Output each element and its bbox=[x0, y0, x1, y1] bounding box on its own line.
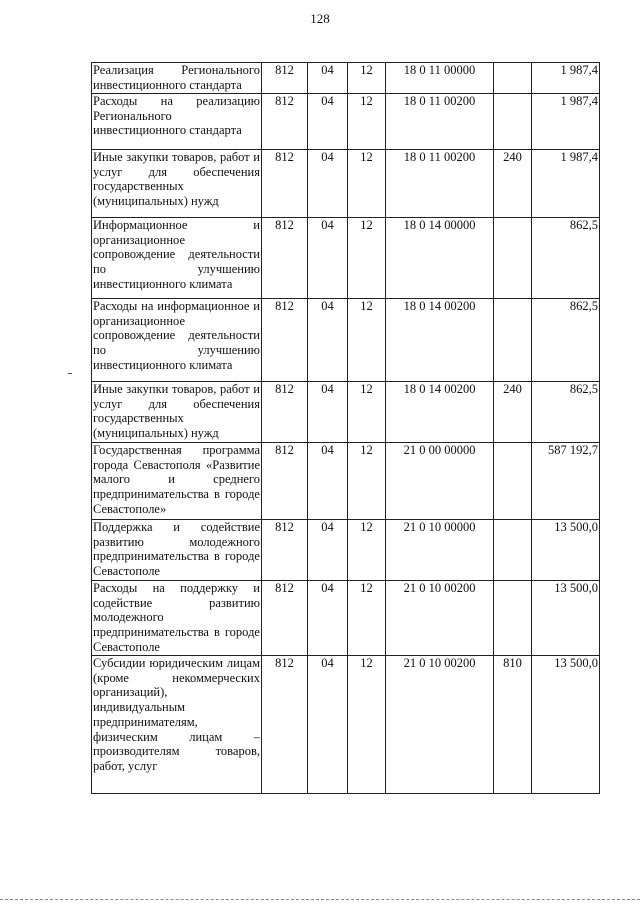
grbs-code: 812 bbox=[262, 520, 308, 581]
item-name: Реализация Регионального инвестиционного стандарта bbox=[93, 63, 260, 92]
section-code: 04 bbox=[308, 218, 348, 299]
amount: 862,5 bbox=[532, 299, 600, 382]
target-article-code: 18 0 11 00200 bbox=[386, 150, 494, 218]
amount: 13 500,0 bbox=[532, 656, 600, 794]
item-name: Расходы на реализацию Регионального инвестиционного стандарта bbox=[92, 94, 262, 150]
table-row bbox=[92, 382, 600, 443]
section-code: 04 bbox=[308, 656, 348, 794]
section-code: 04 bbox=[308, 520, 348, 581]
amount: 587 192,7 bbox=[532, 443, 600, 520]
item-name: Иные закупки товаров, работ и услуг для обеспечения государственных (муниципальных) нужд bbox=[92, 382, 262, 443]
grbs-code: 812 bbox=[262, 63, 308, 94]
item-name: Расходы на поддержку и содействие развитию молодежного предпринимательства в городе Севастополе bbox=[93, 581, 260, 654]
subsection-code: 12 bbox=[348, 94, 386, 150]
section-code: 04 bbox=[308, 581, 348, 656]
grbs-code: 812 bbox=[262, 581, 308, 656]
table-row bbox=[92, 656, 600, 794]
subsection-code: 12 bbox=[348, 63, 386, 94]
section-code: 04 bbox=[308, 150, 348, 218]
expense-type-code bbox=[494, 94, 532, 150]
expense-type-code: 240 bbox=[494, 150, 532, 218]
section-code: 04 bbox=[308, 94, 348, 150]
subsection-code: 12 bbox=[348, 443, 386, 520]
amount: 1 987,4 bbox=[532, 63, 600, 94]
target-article-code: 18 0 11 00000 bbox=[386, 63, 494, 94]
section-code: 04 bbox=[308, 299, 348, 382]
grbs-code: 812 bbox=[262, 299, 308, 382]
amount: 1 987,4 bbox=[532, 150, 600, 218]
item-name: Иные закупки товаров, работ и услуг для обеспечения государственных (муниципальных) нужд bbox=[92, 150, 262, 218]
expense-type-code: 240 bbox=[494, 382, 532, 443]
amount: 862,5 bbox=[532, 382, 600, 443]
scan-edge-line bbox=[0, 899, 640, 900]
subsection-code: 12 bbox=[348, 520, 386, 581]
target-article-code: 21 0 00 00000 bbox=[386, 443, 494, 520]
table-row bbox=[92, 63, 600, 94]
table-row bbox=[92, 520, 600, 581]
target-article-code: 18 0 14 00200 bbox=[386, 382, 494, 443]
budget-table-body bbox=[92, 63, 600, 794]
table-row bbox=[92, 581, 600, 656]
expense-type-code bbox=[494, 218, 532, 299]
target-article-code: 18 0 14 00000 bbox=[386, 218, 494, 299]
section-code: 04 bbox=[308, 443, 348, 520]
grbs-code: 812 bbox=[262, 218, 308, 299]
amount: 13 500,0 bbox=[532, 520, 600, 581]
grbs-code: 812 bbox=[262, 94, 308, 150]
subsection-code: 12 bbox=[348, 656, 386, 794]
subsection-code: 12 bbox=[348, 581, 386, 656]
section-code: 04 bbox=[308, 382, 348, 443]
target-article-code: 18 0 11 00200 bbox=[386, 94, 494, 150]
expense-type-code bbox=[494, 581, 532, 656]
budget-table bbox=[91, 62, 600, 794]
amount: 862,5 bbox=[532, 218, 600, 299]
item-name: Субсидии юридическим лицам (кроме некоммерческих организаций), индивидуальным предпринимателям, физическим лицам – производителям товаров, работ, услуг bbox=[92, 656, 262, 794]
subsection-code: 12 bbox=[348, 150, 386, 218]
item-name: Поддержка и содействие развитию молодежного предпринимательства в городе Севастополе bbox=[92, 520, 262, 581]
table-row bbox=[92, 150, 600, 218]
table-row bbox=[92, 94, 600, 150]
section-code: 04 bbox=[308, 63, 348, 94]
item-name: Государственная программа города Севастополя «Развитие малого и среднего предпринимательства в городе Севастополе» bbox=[92, 443, 262, 520]
table-row bbox=[92, 443, 600, 520]
grbs-code: 812 bbox=[262, 656, 308, 794]
table-row bbox=[92, 218, 600, 299]
subsection-code: 12 bbox=[348, 382, 386, 443]
subsection-code: 12 bbox=[348, 218, 386, 299]
expense-type-code bbox=[494, 299, 532, 382]
item-name: Информационное и организационное сопровождение деятельности по улучшению инвестиционного климата bbox=[92, 218, 262, 299]
grbs-code: 812 bbox=[262, 443, 308, 520]
item-name: Расходы на информационное и организационное сопровождение деятельности по улучшению инвестиционного климата bbox=[92, 299, 262, 382]
target-article-code: 18 0 14 00200 bbox=[386, 299, 494, 382]
expense-type-code: 810 bbox=[494, 656, 532, 794]
amount: 1 987,4 bbox=[532, 94, 600, 150]
expense-type-code bbox=[494, 443, 532, 520]
page-number: 128 bbox=[310, 11, 330, 26]
amount: 13 500,0 bbox=[532, 581, 600, 656]
expense-type-code bbox=[494, 520, 532, 581]
target-article-code: 21 0 10 00200 bbox=[386, 656, 494, 794]
target-article-code: 21 0 10 00200 bbox=[386, 581, 494, 656]
grbs-code: 812 bbox=[262, 150, 308, 218]
scan-mark bbox=[68, 373, 72, 374]
grbs-code: 812 bbox=[262, 382, 308, 443]
subsection-code: 12 bbox=[348, 299, 386, 382]
target-article-code: 21 0 10 00000 bbox=[386, 520, 494, 581]
table-row bbox=[92, 299, 600, 382]
expense-type-code bbox=[494, 63, 532, 94]
